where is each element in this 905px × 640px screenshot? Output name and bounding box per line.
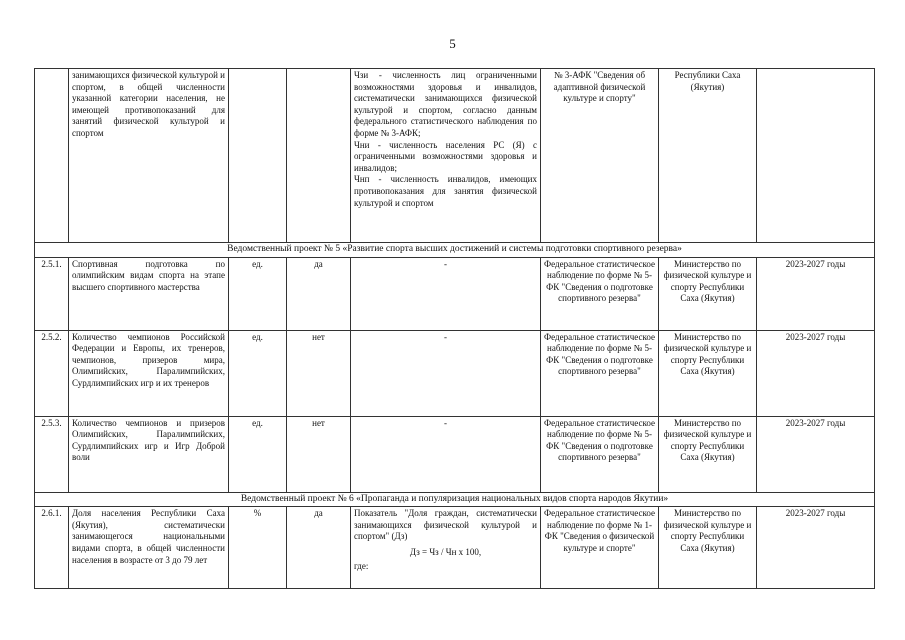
row-number: 2.5.1. (35, 257, 69, 330)
method-intro: Показатель "Доля граждан, систематически занимающихся физической культурой и спортом" (Дз) (354, 508, 537, 542)
period-cell: 2023-2027 годы (757, 416, 875, 492)
method-cell (351, 507, 541, 589)
table-row (35, 416, 875, 492)
indicators-table (34, 68, 875, 589)
indicator-name: Количество чемпионов Российской Федерации и Европы, их тренеров, чемпионов, призеров мира, Олимпийских, Паралимпийских, Сурдлимпийских игр и их тренеров (69, 330, 229, 416)
unit-cell: ед. (229, 330, 287, 416)
period-cell: 2023-2027 годы (757, 257, 875, 330)
responsible-cell: Министерство по физической культуре и спорту Республики Саха (Якутия) (659, 330, 757, 416)
flag-cell: да (287, 257, 351, 330)
indicator-name: занимающихся физической культурой и спортом, в общей численности указанной категории населения, не имеющей противопоказаний для занятий физической культурой и спортом (69, 69, 229, 243)
unit-cell: ед. (229, 416, 287, 492)
method-formula: Дз = Чз / Чн х 100, (409, 546, 482, 557)
source-cell: Федеральное статистическое наблюдение по форме № 1-ФК "Сведения о физической культуре и спорте" (541, 507, 659, 589)
source-cell: Федеральное статистическое наблюдение по форме № 5-ФК "Сведения о подготовке спортивного резерва" (541, 257, 659, 330)
period-cell (757, 69, 875, 243)
row-number: 2.5.3. (35, 416, 69, 492)
unit-cell: ед. (229, 257, 287, 330)
section-header-row (35, 492, 875, 507)
indicator-name: Доля населения Республики Саха (Якутия), систематически занимающегося национальными видами спорта, в общей численности населения в возрасте от 3 до 79 лет (69, 507, 229, 589)
row-number: 2.5.2. (35, 330, 69, 416)
source-cell: Федеральное статистическое наблюдение по форме № 5-ФК "Сведения о подготовке спортивного резерва" (541, 416, 659, 492)
table-row (35, 69, 875, 243)
indicator-name: Спортивная подготовка по олимпийским видам спорта на этапе высшего спортивного мастерства (69, 257, 229, 330)
unit-cell (229, 69, 287, 243)
source-cell: Федеральное статистическое наблюдение по форме № 5-ФК "Сведения о подготовке спортивного резерва" (541, 330, 659, 416)
period-cell: 2023-2027 годы (757, 330, 875, 416)
flag-cell: нет (287, 416, 351, 492)
source-cell: № 3-АФК "Сведения об адаптивной физической культуре и спорту" (541, 69, 659, 243)
responsible-cell: Министерство по физической культуре и спорту Республики Саха (Якутия) (659, 507, 757, 589)
row-number: 2.6.1. (35, 507, 69, 589)
method-where: где: (354, 560, 369, 571)
responsible-cell: Министерство по физической культуре и спорту Республики Саха (Якутия) (659, 416, 757, 492)
method-cell: - (351, 416, 541, 492)
section-header-row (35, 243, 875, 258)
flag-cell: да (287, 507, 351, 589)
method-cell: - (351, 257, 541, 330)
flag-cell: нет (287, 330, 351, 416)
method-line: Чнп - численность инвалидов, имеющих противопоказания для занятия физической культурой и спортом (354, 174, 537, 208)
responsible-cell: Министерство по физической культуре и спорту Республики Саха (Якутия) (659, 257, 757, 330)
method-cell: - (351, 330, 541, 416)
responsible-cell: Республики Саха (Якутия) (659, 69, 757, 243)
page-number: 5 (449, 36, 456, 51)
indicator-name: Количество чемпионов и призеров Олимпийских, Паралимпийских, Сурдлимпийских игр и Игр Доброй воли (69, 416, 229, 492)
period-cell: 2023-2027 годы (757, 507, 875, 589)
table-row (35, 257, 875, 330)
section-6-title: Ведомственный проект № 6 «Пропаганда и популяризация национальных видов спорта народов Якутии» (35, 492, 875, 507)
section-5-title: Ведомственный проект № 5 «Развитие спорта высших достижений и системы подготовки спортивного резерва» (35, 243, 875, 258)
method-cell (351, 69, 541, 243)
method-line: Чни - численность населения РС (Я) с ограниченными возможностями здоровья и инвалидов; (354, 139, 537, 173)
unit-cell: % (229, 507, 287, 589)
table-row (35, 507, 875, 589)
flag-cell (287, 69, 351, 243)
method-line: Чзи - численность лиц ограниченными возможностями здоровья и инвалидов, систематически занимающихся физической культурой и спортом, согласно данным федерального статистического наблюдения по форме № 3-АФК; (354, 70, 537, 138)
row-number (35, 69, 69, 243)
table-row (35, 330, 875, 416)
